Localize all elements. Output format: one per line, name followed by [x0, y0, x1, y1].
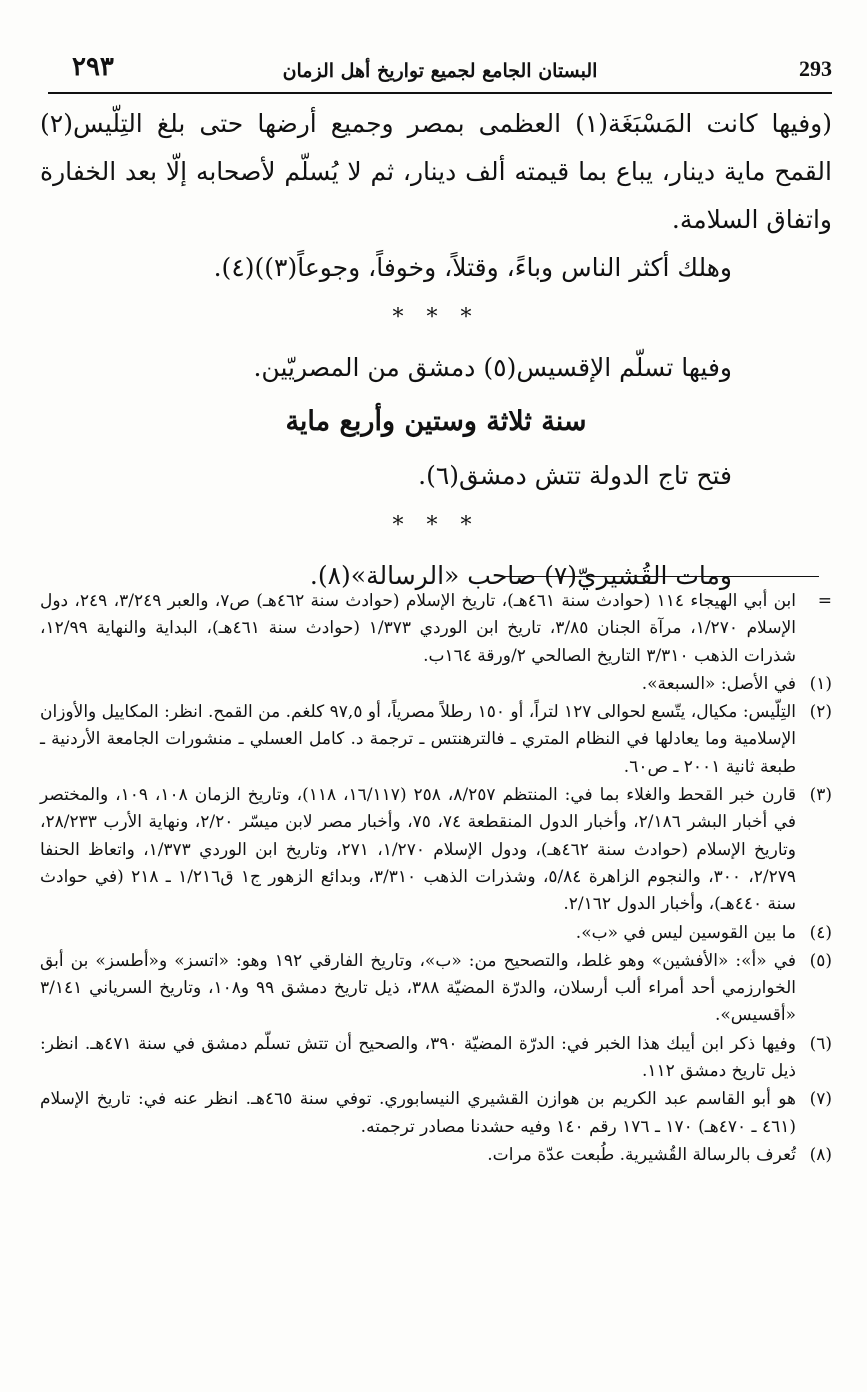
main-text: [40, 100, 832, 600]
footnote-text: ما بين القوسين ليس في «ب».: [575, 922, 796, 943]
footnote-4: [40, 920, 832, 947]
footnote-rule: [504, 576, 819, 577]
paragraph-deaths: وهلك أكثر الناس وباءً، وقتلاً، وخوفاً، وجوعاً(٣))(٤).: [213, 253, 732, 282]
footnote-marker: =: [817, 591, 832, 611]
page-number-arabic: ٢٩٣: [72, 52, 114, 82]
footnote-marker: (٧): [809, 1089, 832, 1110]
paragraph-damascus-taken: وفيها تسلّم الإقسيس(٥) دمشق من المصريّين.: [253, 353, 732, 382]
footnote-marker: (٦): [809, 1033, 832, 1054]
footnote-7: [40, 1086, 832, 1141]
footnote-text: وفيها ذكر ابن أيبك هذا الخبر في: الدرّة المضيّة ٣٩٠، والصحيح أن تتش تسلّم دمشق في سنة ٤٧١هـ. انظر: ذيل تاريخ دمشق ١١٢.: [40, 1033, 796, 1082]
section-separator: * * *: [392, 513, 480, 538]
footnote-text: قارن خبر القحط والغلاء بما في: المنتظم ٨/٢٥٧، ٢٥٨ (١٦/١١٧، ١١٨)، وتاريخ الزمان ١٠٨، ١٠٩، والمختصر في أخبار البشر ٢/١٨٦، وأخبار الدول المنقطعة ٧٤، ٧٥، وأخبار مصر لابن ميسّر ٢/٢٠، ونهاية الأرب ٢٨/٢٣٣، وتاريخ الإسلام (حوادث سنة ٤٦٢هـ)، ودول الإسلام ١/٢٧٠، ٢٧١، وتاريخ ابن الوردي ١/٣٧٣، واتعاظ الحنفا ٢/٢٧٩، ٣٠٠، والنجوم الزاهرة ٥/٨٤، وشذرات الذهب ٣/٣١٠، وبدائع الزهور ج١ ق١/٢١٦ ـ ٢١٨ (في حوادث سنة ٤٤٠هـ)، وأخبار الدول ٢/١٦٢.: [40, 785, 797, 915]
footnote-8: [40, 1142, 832, 1169]
footnote-marker: (١): [809, 673, 832, 694]
footnote-3: [40, 782, 832, 918]
footnote-text: التِلّيس: مكيال، يتّسع لحوالى ١٢٧ لتراً، أو ١٥٠ رطلاً مصرياً، أو ٩٧,٥ كلغم. من القمح. انظر: المكاييل والأوزان الإسلامية وما يعادلها في النظام المتري ـ فالترهنتس ـ ترجمة د. كامل العسلي ـ منشورات الجامعة الأردنية ـ طبعة ثانية ٢٠٠١ ـ ص٦٠.: [40, 702, 797, 777]
footnote-6: [40, 1031, 832, 1086]
footnote-marker: (٣): [809, 785, 832, 806]
footnote-5: [40, 948, 832, 1030]
footnote-marker: (٤): [809, 922, 832, 943]
footnote-text: هو أبو القاسم عبد الكريم بن هوازن القشيري النيسابوري. توفي سنة ٤٦٥هـ. انظر عنه في: تاريخ الإسلام (٤٦١ ـ ٤٧٠هـ) ١٧٠ ـ ١٧٦ رقم ١٤٠ وفيه حشدنا مصادر ترجمته.: [40, 1089, 797, 1137]
footnote-marker: (٥): [809, 950, 832, 971]
page-header: [48, 48, 832, 88]
footnotes: [40, 588, 832, 1170]
footnote-2: [40, 699, 832, 781]
paragraph-famine: (وفيها كانت المَسْبَغَة(١) العظمى بمصر وجميع أرضها حتى بلغ التِلّيس(٢) القمح ماية دينار، يباع بما قيمته ألف دينار، ثم لا يُسلّم لأصحابه إلّا بعد الخفارة واتفاق السلامة.: [40, 109, 832, 234]
page-number-latin: 293: [799, 56, 832, 81]
year-heading: سنة ثلاثة وستين وأربع ماية: [285, 406, 587, 437]
footnote-text: ابن أبي الهيجاء ١١٤ (حوادث سنة ٤٦١هـ)، تاريخ الإسلام (حوادث سنة ٤٦٢هـ) ص٧، والعبر ٣/٢٤٩، ٢٤٩، دول الإسلام ١/٢٧٠، مرآة الجنان ٣/٨٥، تاريخ ابن الوردي ١/٣٧٣ (حوادث سنة ٤٦١هـ)، البداية والنهاية ١٢/٩٩، شذرات الذهب ٣/٣١٠ التاريخ الصالحي ٢/ورقة ١٦٤ب.: [40, 591, 796, 666]
footnote-marker: (٨): [809, 1144, 832, 1165]
running-title: البستان الجامع لجميع تواريخ أهل الزمان: [282, 60, 598, 82]
footnote-text: في الأصل: «السبعة».: [641, 673, 796, 694]
footnote-text: تُعرف بالرسالة القُشيرية. طُبعت عدّة مرات.: [487, 1144, 796, 1165]
footnote-text: في «أ»: «الأفشين» وهو غلط، والتصحيح من: «ب»، وتاريخ الفارقي ١٩٢ وهو: «اتسز» و«أطسز» بن أبق الخوارزمي أحد أمراء ألب أرسلان، والدرّة المضيّة ٣٨٨، ذيل تاريخ دمشق ٩٩ و١٠٨، وتاريخ السرياني ٣/١٤١ «أقسيس».: [40, 950, 796, 1026]
footnote-1: [40, 671, 832, 698]
paragraph-qushayri: ومات القُشيريّ(٧) صاحب «الرسالة»(٨).: [309, 561, 732, 590]
section-separator: * * *: [392, 305, 480, 330]
footnote-marker: (٢): [809, 702, 832, 723]
footnote-continued: [40, 588, 832, 670]
header-rule: [48, 92, 832, 94]
paragraph-tutush: فتح تاج الدولة تتش دمشق(٦).: [418, 461, 732, 490]
